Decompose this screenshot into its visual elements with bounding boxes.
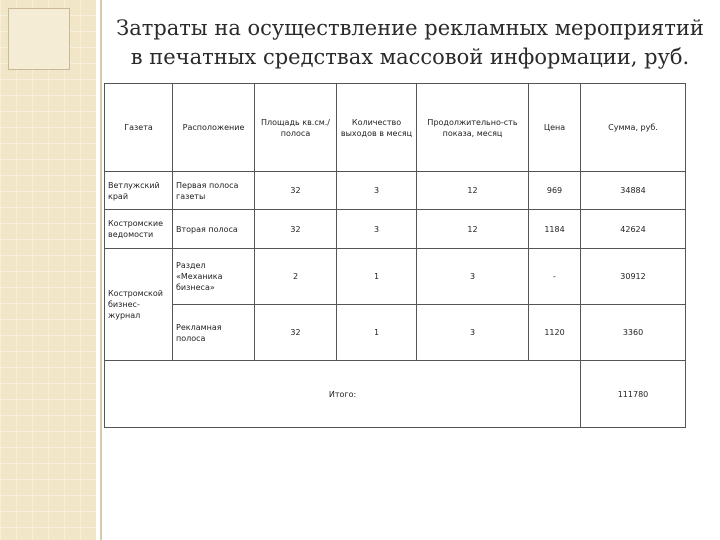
cell-area: 32	[255, 172, 337, 210]
cell-area: 2	[255, 249, 337, 305]
cell-sum: 42624	[581, 210, 686, 249]
total-value: 111780	[581, 361, 686, 428]
cell-area: 32	[255, 210, 337, 249]
cell-newspaper: Костромской бизнес-журнал	[105, 249, 173, 361]
cell-price: 969	[529, 172, 581, 210]
cell-area: 32	[255, 305, 337, 361]
header-location: Расположение	[173, 84, 255, 172]
cell-issues: 3	[337, 210, 417, 249]
table-row	[105, 305, 686, 361]
cell-price: 1184	[529, 210, 581, 249]
header-area: Площадь кв.см./полоса	[255, 84, 337, 172]
cell-sum: 34884	[581, 172, 686, 210]
cell-duration: 12	[417, 210, 529, 249]
cell-sum: 30912	[581, 249, 686, 305]
cell-duration: 12	[417, 172, 529, 210]
header-duration: Продолжительно-сть показа, месяц	[417, 84, 529, 172]
cell-price: -	[529, 249, 581, 305]
cell-location: Рекламная полоса	[173, 305, 255, 361]
cell-sum: 3360	[581, 305, 686, 361]
header-price: Цена	[529, 84, 581, 172]
decorative-square	[8, 8, 70, 70]
header-sum: Сумма, руб.	[581, 84, 686, 172]
table-row	[105, 249, 686, 305]
slide-title: Затраты на осуществление рекламных мероприятий в печатных средствах массовой информации, руб.	[116, 16, 704, 69]
cell-location: Первая полоса газеты	[173, 172, 255, 210]
cell-newspaper: Костромские ведомости	[105, 210, 173, 249]
cell-issues: 1	[337, 305, 417, 361]
costs-table	[104, 83, 686, 428]
table-row	[105, 210, 686, 249]
cell-location: Раздел «Механика бизнеса»	[173, 249, 255, 305]
header-issues: Количество выходов в месяц	[337, 84, 417, 172]
header-row	[105, 84, 686, 172]
cell-price: 1120	[529, 305, 581, 361]
cell-issues: 1	[337, 249, 417, 305]
total-label: Итого:	[105, 361, 581, 428]
cell-location: Вторая полоса	[173, 210, 255, 249]
table-row	[105, 172, 686, 210]
header-newspaper: Газета	[105, 84, 173, 172]
decorative-sidebar	[0, 0, 96, 540]
cell-newspaper: Ветлужский край	[105, 172, 173, 210]
cell-duration: 3	[417, 305, 529, 361]
sidebar-divider	[100, 0, 102, 540]
cell-issues: 3	[337, 172, 417, 210]
cell-duration: 3	[417, 249, 529, 305]
total-row	[105, 361, 686, 428]
